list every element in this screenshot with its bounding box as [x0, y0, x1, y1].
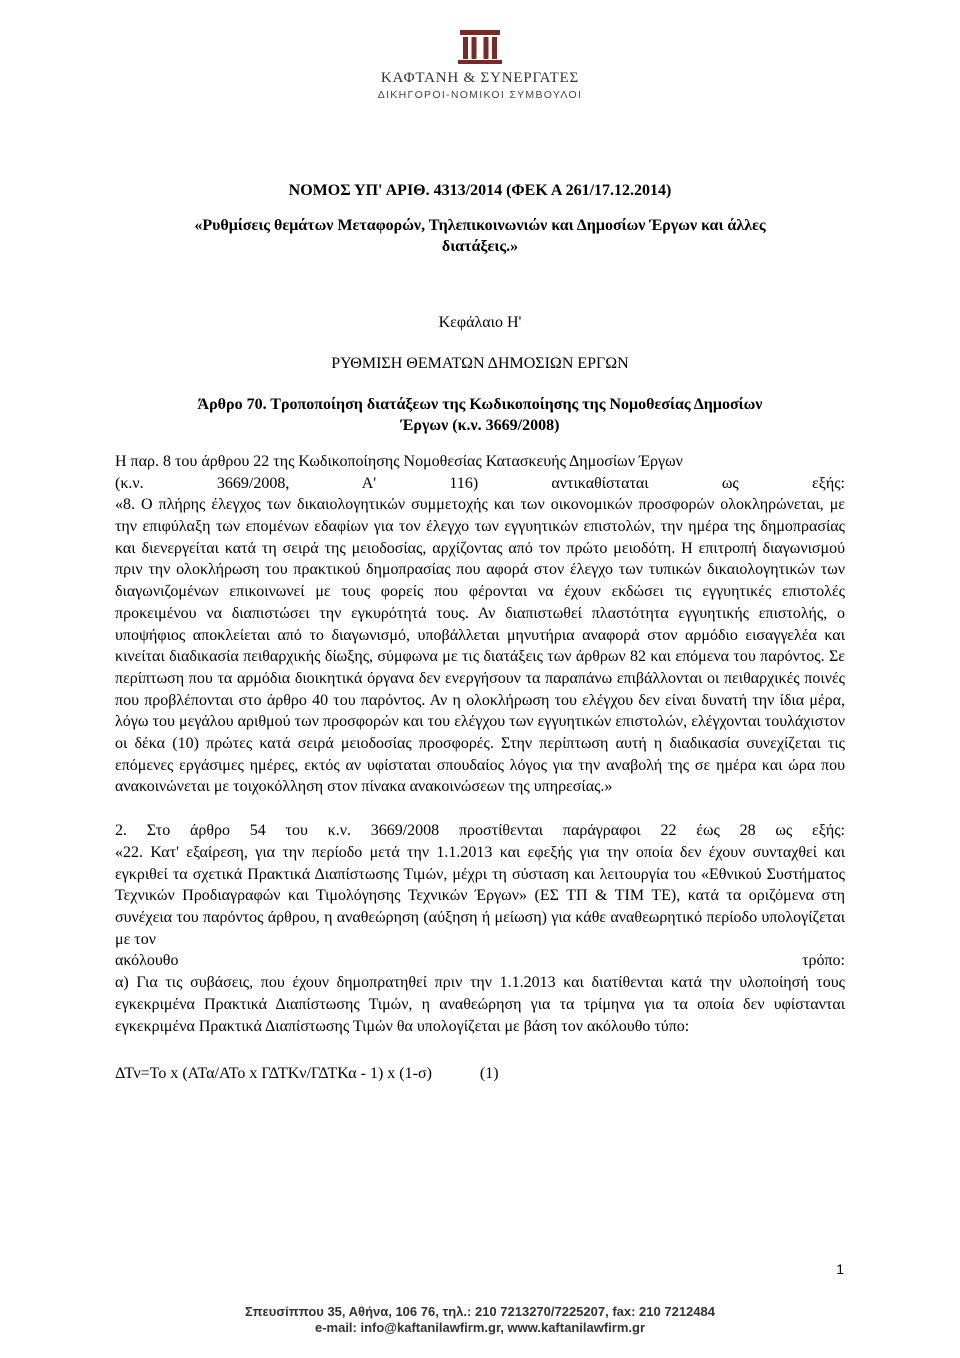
columns-building-icon	[457, 30, 503, 64]
paragraph-1-line2: (κ.ν. 3669/2008, Α' 116) αντικαθίσταται ως εξής:	[115, 474, 845, 492]
paragraph-2-body: «22. Κατ' εξαίρεση, για την περίοδο μετά την 1.1.2013 και εφεξής για την οποία δεν έχουν συνταχθεί και εγκριθεί τα σχετικά Πρακτικά Διαπίστωσης Τιμών, μέχρι τη σύσταση και λειτουργία του «Εθνικού Συστήματος Τεχνικών Προδιαγραφών και Τιμολόγησης Τεχνικών Έργων» (ΕΣ ΤΠ & ΤΙΜ ΤΕ), κατά τα οριζόμενα στη συνέχεια του παρόντος άρθρου, η αναθεώρηση (αύξηση ή μείωση) για κάθε αναθεωρητικό περίοδο υπολογίζεται με τον	[115, 843, 845, 948]
document-body	[115, 180, 845, 1085]
firm-name: ΚΑΦΤΑΝΗ & ΣΥΝΕΡΓΑΤΕΣ	[380, 70, 580, 86]
paragraph-2-last-word2: τρόπο:	[802, 952, 845, 970]
paragraph-1-body: «8. Ο πλήρης έλεγχος των δικαιολογητικών συμμετοχής και των οικονομικών προσφορών ολοκληρώνεται, με την επιφύλαξη των επομένων εδαφίων για τον έλεγχο των εγγυητικών επιστολών, την ημέρα της δημοπρασίας και διενεργείται κατά τη σειρά της μειοδοσίας, αρχίζοντας από τον πρώτο μειοδότη. Η επιτροπή διαγωνισμού πριν την ολοκλήρωση του πρακτικού δημοπρασίας που αφορά στον έλεγχο των τυπικών δικαιολογητικών των διαγωνιζομένων επικοινωνεί με τους φορείς που φέρονται να έχουν εκδώσει τις εγγυητικές επιστολές προκειμένου να διαπιστώσει την εγκυρότητά τους. Αν διαπιστωθεί πλαστότητα εγγυητικής επιστολής, ο υποψήφιος αποκλείεται από το διαγωνισμό, υποβάλλεται μηνυτήρια αναφορά στον αρμόδιο εισαγγελέα και κινείται διαδικασία πειθαρχικής δίωξης, σύμφωνα με τις διατάξεις των άρθρων 82 και επόμενα του παρόντος. Σε περίπτωση που τα αρμόδια διοικητικά όργανα δεν ενεργήσουν τα παραπάνω επιβάλλονται οι πειθαρχικές ποινές που προβλέπονται στο άρθρο 40 του παρόντος. Αν η ολοκλήρωση του ελέγχου δεν είναι δυνατή την ίδια μέρα, λόγω του μεγάλου αριθμού των προσφορών και του ελέγχου των εγγυητικών επιστολών, ελέγχονται τουλάχιστον οι δέκα (10) πρώτες κατά σειρά μειοδοσίας προσφορές. Στην περίπτωση αυτή η διαδικασία συνεχίζεται τις επόμενες εργάσιμες ημέρες, εκτός αν υφίσταται σπουδαίος λόγος για την αναβολή της σε ημέρα και ώρα που ανακοινώνεται με τοιχοκόλληση στον πίνακα ανακοινώσεων της υπηρεσίας.»	[115, 496, 845, 796]
law-subtitle-line1: «Ρυθμίσεις θεμάτων Μεταφορών, Τηλεπικοινωνιών και Δημοσίων Έργων και άλλες	[194, 216, 766, 234]
article-heading	[115, 394, 845, 437]
paragraph-2-last-line	[115, 950, 845, 972]
paragraph-2	[115, 820, 845, 1037]
paragraph-3-body: α) Για τις συβάσεις, που έχουν δημοπρατηθεί πριν την 1.1.2013 και διατίθενται κατά την υλοποίησή τους εγκεκριμένα Πρακτικά Διαπίστωσης Τιμών, η αναθεώρηση για τα τρίμηνα για τα οποία δεν υφίστανται εγκεκριμένα Πρακτικά Διαπίστωσης Τιμών θα υπολογίζεται με βάση τον ακόλουθο τύπο:	[115, 974, 845, 1035]
letterhead	[0, 30, 960, 101]
paragraph-2-line1: 2. Στο άρθρο 54 του κ.ν. 3669/2008 προστίθενται παράγραφοι 22 έως 28 ως εξής:	[115, 822, 845, 840]
formula: ΔΤν=Το x (ΑΤα/ΑΤο x ΓΔΤΚν/ΓΔΤΚα - 1) x (1-σ)	[115, 1065, 432, 1083]
footer-address: Σπευσίππου 35, Αθήνα, 106 76, τηλ.: 210 7213270/7225207, fax: 210 7212484	[245, 1304, 715, 1319]
paragraph-1	[115, 451, 845, 798]
firm-subtitle: ΔΙΚΗΓΟΡΟΙ-ΝΟΜΙΚΟΙ ΣΥΜΒΟΥΛΟΙ	[377, 89, 583, 101]
paragraph-2-last-word1: ακόλουθο	[115, 952, 179, 970]
section-heading: ΡΥΘΜΙΣΗ ΘΕΜΑΤΩΝ ΔΗΜΟΣΙΩΝ ΕΡΓΩΝ	[331, 354, 629, 372]
formula-number: (1)	[479, 1065, 499, 1083]
chapter-heading: Κεφάλαιο Η'	[438, 314, 522, 332]
law-subtitle-line2: διατάξεις.»	[441, 238, 519, 256]
formula-line	[115, 1063, 845, 1085]
law-title: ΝΟΜΟΣ ΥΠ' ΑΡΙΘ. 4313/2014 (ΦΕΚ Α 261/17.12.2014)	[288, 182, 672, 199]
paragraph-1-line1: Η παρ. 8 του άρθρου 22 της Κωδικοποίησης Νομοθεσίας Κατασκευής Δημοσίων Έργων	[115, 452, 683, 470]
article-heading-line1: Άρθρο 70. Τροποποίηση διατάξεων της Κωδικοποίησης της Νομοθεσίας Δημοσίων	[197, 395, 763, 413]
footer-contact: e-mail: info@kaftanilawfirm.gr, www.kaftanilawfirm.gr	[314, 1320, 646, 1335]
page-number: 1	[836, 1261, 844, 1277]
footer	[0, 1304, 960, 1336]
article-heading-line2: Έργων (κ.ν. 3669/2008)	[400, 417, 560, 435]
law-subtitle	[115, 215, 845, 258]
